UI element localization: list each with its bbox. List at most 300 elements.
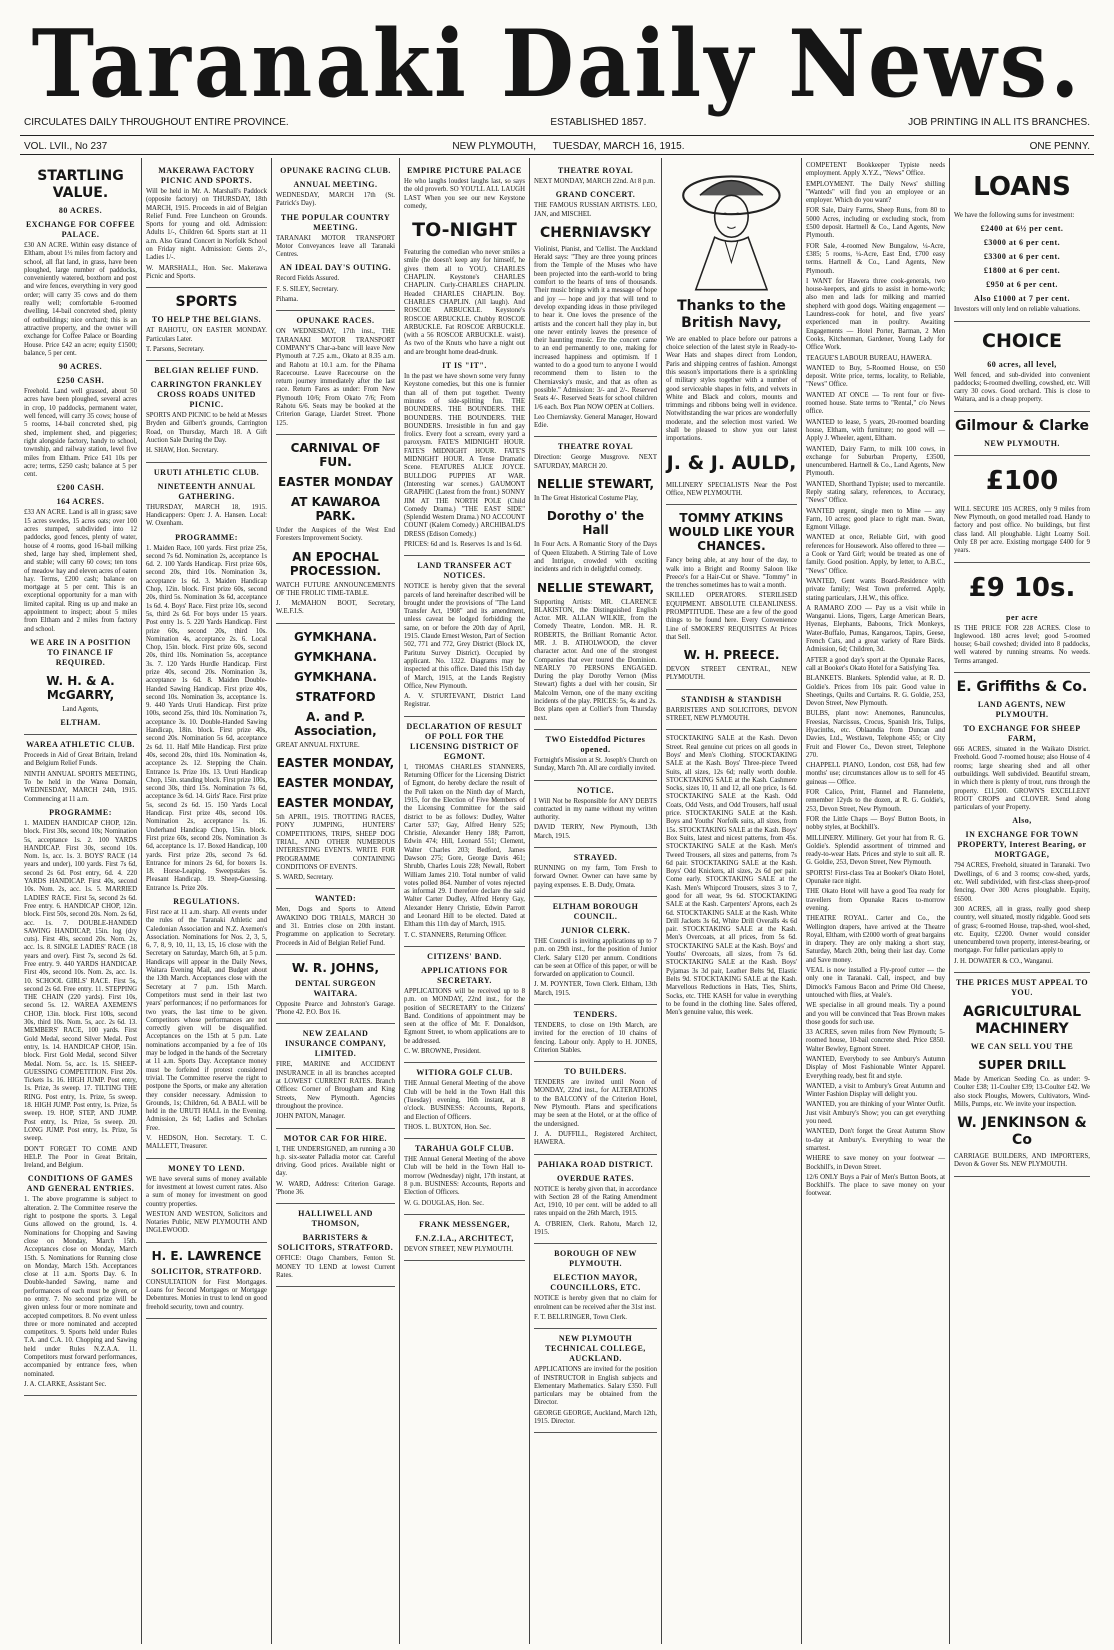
ad-text: STOCKTAKING SALE at the Kash. Devon Street. Real genuine cut prices on all goods in Boys' and Men's Clothing. STOCKTAKING SALE at the Kash. Boys' Three-piece Tweed Suits, all sizes, 12s 6d; really worth double. STOCKTAKING SALE at the Kash. Cashmere Socks, sizes 10, 11 and 12, all one price, 1s 6d. STOCKTAKING SALE at the Kash. Odd Coats, Odd Vests, and Odd Trousers, half usual price. STOCKTAKING SALE at the Kash. Boys and Youths' Norfolk suits, all sizes, from 15s. STOCKTAKING SALE at the Kash. Boys' Box Suits, latest and nicest patterns, from 45s. STOCKTAKING SALE at the Kash. Men's Tweed Trousers, all sizes and patterns, from 7s 6d pair. STOCKTAKING SALE at the Kash. Boys' Odd Knickers, all sizes, 2s 6d per pair. Come early. STOCKTAKING SALE at the Kash. Men's Whipcord Trousers, sizes 3 to 7, good for all wear, 9s 6d. STOCKTAKING SALE at the Kash. Carpenters' Aprons, each 2s 6d. STOCKTAKING SALE at the Kash. White Drill Jackets 3s 6d, White Drill Overalls 4s 6d pair. STOCKTAKING SALE at the Kash. Men's Overcoats, at all prices, from 5s 6d. STOCKTAKING SALE at the Kash. Boys' and Youths' Overcoats, all sizes, from 7s 6d. STOCKTAKING SALE at the Kash. Boys' Pyjamas 3s 3d pair, Leather Belts 9d, Elastic Belts 9d. STOCKTAKING SALE at the Kash. Marvellous Reductions in Hats, Ties, Shirts, Socks, etc. THE KASH for value in everything to be found in the clothing line. Sales offered, Men's genuine value, this week.	[666, 735, 797, 1017]
ad-text: 1. Maiden Race, 100 yards. First prize 25s, second 7s 6d. Nomination 2s, acceptance 1s 6d. 2. 100 Yards Handicap. First prize 60s, second 20s, third 10s. Nomination 3s, acceptance 1s 6d. 3. Maiden Handicap Chop, 12in. block. First prize 60s, second 20s, third 5s. Nomination 3s 6d, acceptance 1s 6d. 4. Boys' Race. First prize 10s, second 5s, third 2s 6d. For boys under 15 years. Post entry 1s. 5. 220 Yards Handicap. First prize 60s, second 20s, third 10s. Nomination 4s, acceptance 2s. 6. Local Chop, 15in. block. First prize 60s, second 20s, third 10s. Nomination 5s, acceptance 3s. 7. 120 Yards Hurdle Handicap. First prize 40s, second 20s. Nomination 3s, acceptance 1s 6d. 8. Maiden Double-Handed Sawing Handicap. First prize 40s, second 10s. Nomination 3s, acceptance 1s. 9. 440 Yards Uruti Handicap. First prize 100s, second 25s, third 10s. Nomination 7s, acceptance 3s. 10. Double-Handed Sawing Handicap, 18in. block. First prize 40s, second 20s. Nomination 5s 6d, acceptance 2s 6d. 11. Half Mile Handicap. First prize 40s, second 20s, third 10s. Nomination 4s, acceptance 2s. 12. Stepping the Chain. Entrance 1s. Prize 10s. 13. Uruti Handicap Chop, 15in. standing block. First prize 100s, second 30s, third 15s. Nomination 7s 6d, acceptance 3s 6d. 14. Girls' Race. First prize 5s, second 2s 6d. 15. 150 Yards Local Handicap. First prize 40s, second 10s. Nomination 2s, acceptance 1s. 16. Underhand Handicap Chop, 15in. block. First prize 60s, second 20s. Nomination 3s 6d, acceptance 1s. 17. Boxed Handicap, 100 yards. First prize 20s, second 7s 6d. Entrance for minors 2s 6d, for boxers 1s. 18. Horse-Leaping. Sweepstakes 5s. Pleasant Handicap. 19. Sheep-Guessing. Entrance 1s. Prize 20s.	[146, 544, 267, 892]
ad-carnival-of-fun	[276, 441, 395, 624]
ad-strayed	[534, 853, 657, 897]
masthead-subline	[24, 117, 1090, 133]
ad-frank-messenger	[404, 1220, 525, 1261]
ad-heading: PAHIAKA ROAD DISTRICT.	[537, 1159, 654, 1169]
ad-text: Will be held in Mr. A. Marshall's Paddock (opposite factory) on THURSDAY, 18th MARCH, 1915. Proceeds in aid of Belgian Relief Fund. Free Luncheon on Grounds. Sports for young and old. Admission: Adults 1/-, Children 6d. Sports start at 11 a.m. Also Grand Concert in Norfolk School on Friday night. Admission: Gents 2/-, Ladies 1/-.	[146, 188, 267, 262]
ad-heading: AGRICULTURAL MACHINERY	[962, 1003, 1081, 1037]
ad-text: In the past we have shown some very funny Keystone comedies, but this one is funnier than all of them put together. Twenty minutes of side-splitting fun. THE BOUNDERS. THE BOUNDERS. THE BOUNDERS. THE BOUNDERS. THE BOUNDERS. Irresistible in fun and gay frolics. Every foot a scream, every yard a paroxysm. FATE'S MIDNIGHT HOUR. FATE'S MIDNIGHT HOUR. FATE'S MIDNIGHT HOUR. A Tense Dramatic Scene. FEATURES ALICE JOYCE. BULLDOG PUPPIES AT WAR. (Interesting war scenes.) GAUMONT GRAPHIC (Latest from the front.) SONNY JIM AT THE NORTH POLE (Child Comedy Drama.) "THE EAST SIDE" (Splendid Western Drama.) NO ACCOUNT COUNT (Kalem Comedy.) ARCHIBALD'S DRESS (Edison Comedy.)	[404, 373, 525, 538]
ad-heading: MOTOR CAR FOR HIRE.	[283, 1133, 388, 1143]
ad-lawrence-solicitor	[146, 1249, 267, 1319]
ad-eisteddfod	[534, 735, 657, 781]
ad-signature: A. V. STURTEVANT, District Land Registrar.	[404, 693, 525, 709]
ad-subheading: PROGRAMME:	[49, 807, 112, 817]
classified-ad: WANTED, a visit to Ambury's Great Autumn and Winter Fashion Display will delight you.	[806, 1082, 945, 1099]
ad-heading: EASTER MONDAY	[278, 474, 393, 489]
ad-heading: AT KAWAROA PARK.	[290, 494, 381, 523]
ad-text: NOTICE is hereby given that the several parcels of land hereinafter described will be brought under the provisions of "The Land Transfer Act, 1908" and its amendment, unless caveat be lodged forbidding the same, on or before the 20th day of April, 1915. Claude Ernest Weston, Part of Section 502, 771 and 772, Grey District (Block IX, Paritutu Survey District). Occupied by applicant. No. 1322. Diagrams may be inspected at this office. Dated this 15th day of March, 1915, at the Lands Registry Office, New Plymouth.	[404, 583, 525, 690]
ad-heading: TENDERS.	[573, 1010, 618, 1019]
ad-subheading: DENTAL SURGEON WAITARA.	[295, 978, 376, 998]
ad-nz-insurance	[276, 1029, 395, 1128]
column-3	[272, 158, 400, 1644]
ad-subheading: CARRINGTON FRANKLEY CROSS ROADS UNITED PICNIC.	[150, 380, 263, 410]
ad-text: WE have several sums of money available for investment at lowest current rates. Also a sum of money for investment on good country properties.	[146, 1175, 267, 1208]
ad-text: Made by American Seeding Co. as under: 9-Coulter £38; 11-Coulter £39; 13-Coulter £42. We also stock Ploughs, Mowers, Cultivators, Wind-Mills, Pumps, etc. We invite your inspection.	[954, 1075, 1090, 1108]
ad-heading: NELLIE STEWART,	[536, 580, 655, 595]
ad-heading: W. H. PREECE.	[683, 648, 780, 663]
ad-text: DON'T FORGET TO COME AND HELP. The Poor in Great Britain, Ireland, and Belgium.	[24, 1145, 137, 1170]
ad-money-to-lend	[146, 1164, 267, 1243]
ad-text: THURSDAY, MARCH 18, 1915. Handicappers: Open: J. A. Hansen. Local: W. Oxenham.	[146, 503, 267, 528]
ad-text: Proceeds in Aid of Great Britain, Ireland and Belgium Relief Funds.	[24, 752, 137, 768]
classified-ad: VEAL is now installed a Fly-proof cutter — the only one in Taranaki. Call, inspect, and buy Dimock's Famous Bacon and Prime Old Cheese, untouched with flies, at Veale's.	[806, 967, 945, 999]
columns	[20, 158, 1094, 1644]
ad-heading: E. Griffiths & Co.	[956, 679, 1088, 696]
ad-pahiaka-rates	[534, 1160, 657, 1245]
ad-signature: H. SHAW, Hon. Secretary.	[146, 447, 219, 455]
ad-subheading: SOLICITOR, STRATFORD.	[151, 1266, 262, 1276]
ad-empire-picture-palace	[404, 166, 525, 556]
ad-signature: J. A. CLARKE, Assistant Sec.	[24, 1380, 107, 1388]
ad-text: THE Council is inviting applications up to 7 p.m. on 29th inst., for the position of Junior Clerk. Salary £120 per annum. Conditions can be seen at Office of this paper, or will be forwarded on application to Council.	[534, 937, 657, 979]
ad-signature: J. M. POYNTER, Town Clerk. Eltham, 13th March, 1915.	[534, 981, 657, 997]
ad-text: MILLINERY SPECIALISTS Near the Post Office, NEW PLYMOUTH.	[666, 481, 797, 497]
ad-heading: SPORTS	[175, 294, 238, 311]
ad-land-transfer	[404, 561, 525, 716]
ad-heading: WANTED:	[314, 894, 357, 904]
ad-heading: J. & J. AULD,	[666, 451, 797, 474]
classified-ad: COMPETENT Bookkeeper Typiste needs employment. Apply X.Y.Z., "News" Office.	[806, 162, 945, 178]
classified-ad: FOR Sale, 4-roomed New Bungalow, ¼-Acre, £385; 5 rooms, ¼-Acre, East End, £700 easy terms. Hartnell & Co., Land Agents, New Plymouth.	[806, 242, 945, 275]
ad-signature: T. Parsons, Secretary.	[146, 345, 205, 353]
ad-auld-millinery	[666, 166, 797, 505]
classified-ad: FOR Calico, Print, Flannel and Flannelette, remember 12yds to the dozen, at R. G. Goldie's, 253, Devon Street, New Plymouth.	[806, 789, 945, 813]
ad-text: We are enabled to place before our patrons a choice selection of the latest style in Ready-to-Wear Hats and shapes direct from London, Paris and shipping centres of fashion. Amongst this season's importations there is a sprinkling of military styles together with a number of good serviceable shapes in felts, and velvets in White and Black and colors, mounts and trimmings and ribbons being well in evidence. Notwithstanding the war prices are wonderfully moderate, and the selection most varied. We shall be pleased to show you our latest importations.	[666, 335, 797, 443]
ad-citizens-band	[404, 952, 525, 1063]
ad-subheading: ELECTION MAYOR, COUNCILLORS, ETC.	[550, 1273, 641, 1293]
ad-signature: W. WARD, Address: Criterion Garage. 'Phone 36.	[276, 1180, 395, 1197]
ad-kash-stocktaking	[666, 735, 797, 1017]
ad-text: PRICES: 6d and 1s. Reserves 1s and 1s 6d.	[404, 540, 522, 548]
ad-text: 300 ACRES, all in grass, really good sheep country, well situated, mostly ridgable. Good sets of grass; 6-roomed House, trap-shed, wool-shed, etc. Equity, £2200. Owner would consider unencumbered town property, interest-bearing, or mortgage. For fuller particulars apply to	[954, 905, 1090, 955]
ad-signature: J. A. DUFFILL, Registered Architect, HAWERA.	[534, 1130, 657, 1147]
ad-text: £33 AN ACRE. Land is all in grass; save 15 acres swedes, 15 acres oats; over 100 acres stumped, subdivided into 12 paddocks, good fences, plenty of water, house of 4 rooms, good 16-bail milking shed, large hay shed, implement shed, and stable; will carry 60 cows; ten tons of meadow hay and eleven acres of oaten hay. Terms, £200 cash; balance on mortgage at 5 per cent. This is an exceptional opportunity for a man with limited capital. Ring us up and make an appointment to inspect; about 5 miles from Eltham and 2 miles from factory and school.	[24, 509, 137, 633]
ad-text: 666 ACRES, situated in the Waikato District. Freehold. Good 7-roomed house; also House of 4 rooms; large shearing shed and all other outbuildings. Well subdivided. Beautiful stream, in which there is plenty of trout, runs through the property. £11,500. GROWN'S EXCELLENT ROOT CROPS and CLOVER. Send along particulars of your Property.	[954, 746, 1090, 812]
ad-startling-value	[24, 168, 137, 735]
classified-ad: 33 ACRES, seven miles from New Plymouth; 5-roomed house, 10-bail concrete shed. Price £850. Walter Bewley, Egmont Street.	[806, 1029, 945, 1053]
ad-subheading: GRAND CONCERT.	[555, 190, 636, 200]
ad-signature: W. G. DOUGLAS, Hon. Sec.	[404, 1199, 484, 1207]
ad-text: Fortnight's Mission at St. Joseph's Church on Sunday, March 7th. All are cordially invited.	[534, 756, 657, 773]
ad-heading: Thanks to the British Navy,	[677, 297, 786, 331]
classified-ad: I WANT for Hawera three cook-generals, two house-keepers, and girls to assist in home-work; also men and lads for milking and married shepherd with good dogs. Waiting engagement — Laundress-cook for hotel, and five years' experienced man in poultry. Awaiting Engagements — Hotel Porter, Barman, 2 Men Cooks, Kitchenman, Gardener, Young Lady for Office Work.	[806, 277, 945, 352]
ad-heading: THEATRE ROYAL	[557, 442, 634, 452]
loan-line: £3300 at 6 per cent.	[983, 252, 1061, 262]
ad-heading: £100	[985, 465, 1059, 496]
ad-technical-college	[534, 1334, 657, 1433]
ad-theatre-royal-play	[534, 442, 657, 730]
ad-text: We have the following sums for investment:	[954, 212, 1075, 219]
ad-signature: Leo Cherniavsky. General Manager, Howard Edie.	[534, 413, 657, 430]
ad-subheading: EXCHANGE FOR COFFEE PALACE.	[25, 220, 136, 239]
ad-heading: NELLIE STEWART,	[536, 477, 655, 492]
ad-text: TENDERS are invited until Noon of MONDAY, 22nd inst., for ALTERATIONS to the BALCONY of the Criterion Hotel, New Plymouth. Plans and specifications may be seen at the Hotel, or at the office of the undersigned.	[534, 1079, 657, 1128]
ad-text: Under the Auspices of the West End Foresters Improvement Society.	[276, 526, 395, 543]
classified-ad: MILLINERY. Millinery. Get your hat from R. G. Goldie's. Splendid assortment of trimmed and ready-to-wear Hats. Prices and style to suit all. R. G. Goldie, 253, Devon Street, New Plymouth.	[806, 834, 945, 867]
ad-tarahua-golf	[404, 1144, 525, 1215]
ad-gilmour-clarke	[954, 418, 1090, 456]
ad-declaration-of-poll	[404, 722, 525, 947]
ad-subheading: IN EXCHANGE FOR TOWN PROPERTY, Interest Bearing, or MORTGAGE,	[957, 830, 1087, 860]
ad-text: SPORTS AND PICNIC to be held at Messrs Bryden and Gilbert's grounds, Carrington Road, on Thursday, March 18. A Gift Auction Sale During the Day.	[146, 412, 267, 445]
ad-text: APPLICATIONS are invited for the position of INSTRUCTOR in English subjects and Elementary Mathematics. Salary £350. Full particulars may be obtained from the Director.	[534, 1366, 657, 1407]
column-5	[530, 158, 662, 1644]
ad-borough-election	[534, 1249, 657, 1329]
classified-ad: WANTED, Shorthand Typiste; used to mercantile. Reply stating salary, references, to Accuracy, "News" Office.	[806, 480, 945, 505]
ad-warea-athletic	[24, 740, 137, 1396]
ad-text: In Four Acts. A Romantic Story of the Days of Queen Elizabeth. A Stirring Tale of Love and Intrigue, crowded with exciting incidents and rich in delightful comedy.	[534, 541, 657, 574]
ad-stratford-gymkhana	[276, 630, 395, 890]
classified-ad: BULBS, plant now: Anemones, Ranunculus, Freesias, Narcissus, Crocus, Spanish Iris, Tulips, Hyacinths, etc. Oblaandia from Duncan and Davies, Ltd., Westlawn, Telephone 455; or City Fruit and Flower Co., Devon street, Telephone 270.	[806, 710, 945, 759]
ad-text: WILL SECURE 105 ACRES, only 9 miles from New Plymouth, on good metalled road. Handy to factory and post office. No buildings, but first class land. All ploughable. Light Loamy Soil. Only £8 per acre. Existing mortgage £400 for 9 years.	[954, 505, 1090, 555]
ad-subheading: per acre	[1006, 612, 1038, 622]
ad-preece-saloon	[666, 511, 797, 690]
loan-line: Also £1000 at 7 per cent.	[974, 294, 1070, 304]
classified-ad: 12/6 ONLY Buys a Pair of Men's Button Boots, at Bockhill's. The place to save money on your footwear.	[806, 1173, 945, 1198]
ad-text: NOTICE is hereby given that, in accordance with Section 28 of the Rating Amendment Act, 1910, 10 per cent. will be added to all rates unpaid on the 26th March, 1915.	[534, 1185, 657, 1218]
price: ONE PENNY.	[1029, 141, 1090, 152]
rule-top	[20, 135, 1094, 136]
ad-subheading: REGULATIONS.	[173, 897, 240, 906]
ad-heading: CARNIVAL OF FUN.	[290, 440, 381, 469]
ad-signature: J. H. DOWATER & CO., Wanganui.	[954, 957, 1054, 965]
ad-opunake-racing	[276, 166, 395, 311]
ad-heading: OPUNAKE RACES.	[296, 316, 375, 326]
ad-text: Fancy being able, at any hour of the day, to walk into a Bright and Roomy Saloon like Preece's for a Hair-Cut or Shave. "Tommy" in the trenches sometimes has to wait a month.	[666, 557, 797, 590]
classified-ad: WANTED, you are thinking of your Winter Outfit. Just visit Ambury's Show; you can get everything you need.	[806, 1101, 945, 1126]
ad-text: OFFICE: Otago Chambers, Fenton St. MONEY TO LEND at lowest Current Rates.	[276, 1255, 395, 1279]
classified-ad: AFTER a good day's sport at the Opunake Races, call at Booker's Okato Hotel for a Satisfying Tea.	[806, 656, 945, 672]
ad-subheading: THE POPULAR COUNTRY MEETING.	[280, 212, 391, 232]
ad-subheading: 60 acres, all level,	[987, 359, 1057, 369]
ad-text: DEVON STREET, NEW PLYMOUTH.	[404, 1245, 514, 1253]
ad-heading: W. JENKINSON & Co	[957, 1115, 1087, 1149]
classified-ad: CHAPPELL PIANO, London, cost £68, had few months' use; circumstances allow us to sell for 45 guineas — Office.	[806, 762, 945, 786]
ad-text: TENDERS, to close on 19th March, are invited for the erection of 10 chains of fencing. Labour only. Apply to H. JONES, Criterion Stables.	[534, 1022, 657, 1054]
classified-ad: A RAMARO ZOO — Pay us a visit while in Wanganui. Lions, Tigers, Large American Bears, Hyenas, Elephants, Baboons, Trick Monkeys, Water-Buffalo, Pumas, Kangaroos, Tapirs, Geese, French Cats, and a great variety of Rare Birds. Admission, 6d; Children, 3d.	[806, 604, 945, 654]
classified-ad: SPORTS! First-class Tea at Booker's Okato Hotel, Opunake race night.	[806, 869, 945, 886]
ad-to-builders	[534, 1067, 657, 1154]
agent-name: W. H. & A. McGARRY,	[46, 673, 115, 702]
ad-heading: CHOICE	[982, 329, 1062, 352]
ad-uruti-athletic	[146, 468, 267, 1159]
ad-text: Violinist, Pianist, and 'Cellist. The Auckland Herald says: "They are three young princes from the Temple of the Muses who have been projected into the earth-world to bring comfort to the hearts of tens of thousands. Their music brings with it a message of hope and joy — hope and joy that will tend to develop expanding ideas in those privileged to hear it. One loves the presence of the artists and the concert hall they play in, but one never entirely leaves the presence of their haunting music. Ere the concert came to an end permanently to one, making for increased happiness and optimism. If I wanted to do a good turn to anyone I would recommend them to listen to the Cherniavsky's music, and that as often as possible." Admission: 3/- and 2/-. Reserved Seats 4/-. Reserved Seats for school children 1/6 each. Box Plan NOW OPEN at Colliers.	[534, 245, 657, 411]
ad-subheading: PROGRAMME:	[175, 532, 238, 542]
ad-text: CONSULTATION for First Mortgages. Loans for Second Mortgages or Mortgage Debentures. Monies in trust to lend on good freehold security, town and country.	[146, 1278, 267, 1311]
ad-subheading: LAND AGENTS, NEW PLYMOUTH.	[977, 700, 1067, 720]
ad-text: AT RAHOTU, ON EASTER MONDAY. Particulars Later.	[146, 327, 267, 343]
ad-subheading: Also,	[1012, 816, 1032, 826]
column-1	[20, 158, 142, 1644]
ad-text: NOTICE is hereby given that no claim for enrolment can be received after the 31st inst.	[534, 1295, 657, 1311]
ad-subheading: THE PRICES MUST APPEAL TO YOU.	[955, 977, 1089, 997]
issue-date-group	[452, 141, 684, 152]
ad-signature: T. C. STANNERS, Returning Officer.	[404, 931, 507, 939]
ad-text: 794 ACRES, Freehold, situated in Taranaki. Two Dwellings, of 6 and 3 rooms; cow-shed, yards, etc. Well subdivided, with first-class sheep-proof fencing. Over 300 Acres ploughable. Equity, £6500.	[954, 862, 1090, 903]
ad-heading: Dorothy o' the Hall	[546, 509, 645, 538]
ad-heading: H. E. LAWRENCE	[151, 1248, 262, 1263]
ad-halliwell-thomson	[276, 1209, 395, 1287]
ad-signature: F. S. SILEY, Secretary.	[276, 285, 339, 293]
ad-text: IS THE PRICE FOR 228 ACRES. Close to Inglewood. 180 acres level; good 5-roomed house; 6-bail cowshed; divided into 8 paddocks, well watered by running streams. No weeds. Terms arranged.	[954, 624, 1090, 665]
classified-ad: WANTED, Don't forget the Great Autumn Show to-day at Ambury's. Everything to wear the smartest.	[806, 1128, 945, 1152]
dateline	[24, 141, 1090, 152]
classified-ad: THEATRE ROYAL. Carter and Co., the Wellington drapers, have arrived at the Theatre Royal, Eltham, with £2000 worth of great bargains in drapery. They are only making a short stay, Saturday, March 20th, being their last day. Come and Save money.	[806, 915, 945, 964]
ad-heading: NOTICE.	[576, 785, 615, 795]
ad-text: I Will Not be Responsible for ANY DEBTS contracted in my name without my written authority.	[534, 797, 657, 822]
ad-heading: EASTER MONDAY,	[276, 756, 395, 771]
classified-ad: BLANKETS. Blankets. Splendid value, at R. D. Goldie's. Prices from 10s pair. Good value in Sheetings, Quilts and Curtains. R. G. Goldie, 253, Devon Street, New Plymouth.	[806, 675, 945, 708]
ad-text: 5th APRIL, 1915. TROTTING RACES, PONY JUMPING, HUNTERS' COMPETITIONS, TRIPS, SHEEP DOG TRIAL, AND OTHER NUMEROUS INTERESTING EVENTS. WRITE FOR PROGRAMME CONTAINING CONDITIONS OF EVENTS.	[276, 814, 395, 871]
volume-number: VOL. LVII., No 237	[24, 141, 108, 152]
ad-motor-car-hire	[276, 1134, 395, 1205]
circulation-note: CIRCULATES DAILY THROUGHOUT ENTIRE PROVINCE.	[24, 117, 289, 128]
ad-jenkinson	[954, 978, 1090, 1177]
ad-heading: CHERNIAVSKY	[539, 224, 652, 241]
ad-subheading: TO HELP THE BELGIANS.	[151, 315, 262, 325]
ad-subheading: IT IS "IT".	[442, 361, 487, 371]
ad-heading: DECLARATION OF RESULT OF POLL FOR THE LICENSING DISTRICT OF EGMONT.	[406, 721, 523, 761]
ad-text: WATCH FUTURE ANNOUNCEMENTS OF THE FROLIC TIME-TABLE.	[276, 581, 395, 597]
ad-text: First race at 11 a.m. sharp. All events under the rules of the Taranaki Athletic and Caledonian Association and N.Z. Axemen's Association. Nominations for Nos. 2, 3, 5, 6, 7, 8, 9, 10, 11, 13, 15, 16 close with the Secretary on Saturday, March 6th, at 5 p.m. Handicaps will appear in the Daily News, Waitara Evening Mail, and Budget about the 13th March. Acceptances close with the Secretary at 7 p.m. 15th March. Competitors must send in their last two years' performances; if no performances for two years, the last time to be given. Competitors whose performances are not correctly given will be disqualified. Acceptances on the 15th at 5 p.m. Late nominations accompanied by a fee of 10s may be lodged in the hands of the Secretary at 11 a.m. Sports Day. Acceptance money must be forfeited if protest considered trivial. The Committee reserve the right to postpone the Sports, or make any alteration they consider necessary. Admission to Grounds, 1s; Children, 6d. A BALL will be held in the URUTI HALL in the Evening. Admission, 2s 6d; Ladies and Scholars Free.	[146, 909, 267, 1132]
ad-subheading: TO EXCHANGE FOR SHEEP FARM,	[963, 724, 1081, 744]
job-printing-note: JOB PRINTING IN ALL ITS BRANCHES.	[908, 117, 1090, 128]
ad-text: DEVON STREET CENTRAL, NEW PLYMOUTH.	[666, 666, 797, 682]
ad-text: THE Annual General Meeting of the above Club will be held in the Town Hall to-morrow (Wednesday) night, 17th instant, at 8 p.m. BUSINESS: Accounts, Reports and Election of Officers.	[404, 1156, 525, 1197]
ad-nine-ten	[954, 573, 1090, 673]
ad-loans	[954, 172, 1090, 322]
ad-choice	[954, 330, 1090, 412]
classified-ad: WANTED to Buy, 5-Roomed House, on £50 deposit. Write price, terms, locality, to Reliable, "News" Office.	[806, 364, 945, 389]
ad-text: 1. MAIDEN HANDICAP CHOP, 12in. block. First 30s, second 10s; Nomination 5s, acceptance 1s. 2. 100 YARDS HANDICAP. First 30s, second 10s. Nom. 1s, acc. 1s. 3. BOYS' RACE (14 years and under), 100 yards. First 7s 6d, second 2s 6d. Post entry, 6d. 4. 220 YARDS HANDICAP. First 40s, second 10s. Nom. 2s, acc. 1s. 5. MARRIED LADIES' RACE. First 5s, second 2s 6d. Free entry. 6. HANDICAP CHOP, 12in. block. First 50s, second 20s. Nom. 2s 6d, acc. 1s. 7. DOUBLE-HANDED SAWING HANDICAP, 15in. log (dry cuts). First 40s, second 20s. Nom. 2s, acc. 1s. 8. SINGLE LADIES' RACE (18 years and over). First 7s, second 2s 6d. Free entry. 9. 440 YARDS HANDICAP. First 40s, second 10s. Nom. 2s, acc. 1s. 10. SCHOOL GIRLS' RACE. First 5s, second 2s 6d. Free entry. 11. STEPPING THE CHAIN (220 yards). First 10s, second 5s. 12. WAREA AXEMEN'S CHOP, 13in. block. First 100s, second 30s, third 10s. Nom. 5s, acc. 2s 6d. 13. MEMBERS' RACE, 100 yards. First Gold Medal, second Silver Medal. Post entry, 1s. 14. HANDICAP CHOP, 15in. block. First Gold Medal, second Silver Medal. Nom. 5s, acc. 1s. 15. SHEEP-GUESSING COMPETITION. First 20s. Tickets 1s. 16. HIGH JUMP. Post entry, 1s. Prize, 3s sweep. 17. TILTING THE RING. Post entry, 1s. Prize, 5s sweep. 18. HIGH JUMP. Post entry, 1s. Prize, 5s sweep. 19. HOP, STEP, AND JUMP. Post entry, 1s. Prize, 5s sweep. 20. LONG JUMP. Post entry, 1s. Prize, 5s sweep.	[24, 819, 137, 1143]
ad-heading: EASTER MONDAY,	[276, 776, 395, 791]
ad-subheading: BARRISTERS & SOLICITORS, STRATFORD.	[277, 1233, 394, 1253]
classified-ad: WANTED at once, Reliable Girl, with good references for Housework. Also offered to three — a Cook or Yard Girl; would be treated as one of family. Good position. Apply, by letter, to A.B.C., "News" Office.	[806, 534, 945, 575]
ad-text: Opposite Pearce and Johnston's Garage. 'Phone 42. P.O. Box 16.	[276, 1000, 395, 1017]
ad-text: In The Great Historical Costume Play,	[534, 495, 639, 503]
ad-signature: WESTON AND WESTON, Solicitors and Notaries Public, NEW PLYMOUTH AND INGLEWOOD.	[146, 1210, 267, 1235]
ad-heading: FRANK MESSENGER,	[419, 1219, 510, 1229]
ad-text: Direction: George Musgrove. NEXT SATURDAY, MARCH 20.	[534, 454, 657, 470]
ad-text: He who laughs loudest laughs last, so says the old proverb. SO YOU'LL ALL LAUGH LAST When you see our new Keystone comedy,	[404, 178, 525, 210]
ad-subheading: ANNUAL MEETING.	[293, 180, 378, 189]
ad-makerawa-picnic	[146, 166, 267, 288]
classified-ad: WANTED to lease, 5 years, 20-roomed boarding house, Eltham, with furniture; no good will — Apply J. Wheeler, agent, Eltham.	[806, 418, 945, 443]
column-7	[802, 158, 950, 1644]
ad-heading: BOROUGH OF NEW PLYMOUTH.	[554, 1249, 637, 1269]
loan-line: £3000 at 6 per cent.	[983, 238, 1061, 248]
ad-heading: STANDISH & STANDISH	[681, 694, 782, 704]
ad-heading: TO-NIGHT	[412, 219, 517, 242]
ad-text: GREAT ANNUAL FIXTURE.	[276, 741, 360, 749]
ad-heading: CITIZENS' BAND.	[427, 951, 502, 961]
ad-heading: NEW ZEALAND INSURANCE COMPANY, LIMITED.	[284, 1029, 386, 1059]
ad-text: Pihama.	[276, 296, 299, 304]
ad-signature: C. W. BROWNE, President.	[404, 1048, 481, 1056]
ad-signature: W. MARSHALL, Hon. Sec. Makerawa Picnic and Sports.	[146, 264, 267, 280]
ad-heading: TO BUILDERS.	[564, 1067, 627, 1077]
ad-signature: DAVID TERRY, New Plymouth, 13th March, 1915.	[534, 824, 657, 840]
column-2	[142, 158, 272, 1644]
lady-in-hat-illustration	[679, 166, 784, 292]
ad-heading: Gilmour & Clarke	[955, 417, 1089, 434]
ad-text: TARANAKI MOTOR TRANSPORT Motor Conveyances leave all Taranaki Centres.	[276, 234, 395, 259]
established-note: ESTABLISHED 1857.	[550, 117, 647, 128]
ad-subheading: NINETEENTH ANNUAL GATHERING.	[157, 481, 256, 501]
ad-text: Freehold. Land well grassed, about 50 acres have been ploughed, several acres in crop, 10 paddocks, permanent water, well fenced, will carry 35 cows; house of 5 rooms, 14-bail concreted shed, pig shed, implement shed, and piggeries; right alongside factory, handy to school, township, and railway station, level five miles from Eltham. Price £41 10s per acre; terms, £250 cash; balance at 5 per cent.	[24, 388, 137, 479]
column-6	[662, 158, 802, 1644]
ad-awakino-dog-trials	[276, 894, 395, 954]
ad-text: NEXT MONDAY, MARCH 22nd. At 8 p.m.	[534, 178, 656, 185]
ad-subheading: JUNIOR CLERK.	[560, 925, 631, 935]
ad-text: SKILLED OPERATORS. STERILISED EQUIPMENT. ABSOLUTE CLEANLINESS. PROMPTITUDE. These are a few of the good things to be found here. Every Convenience Line of SMOKERS' REQUISITES At Prices that Sell.	[666, 592, 797, 641]
ad-text: BARRISTERS AND SOLICITORS, DEVON STREET, NEW PLYMOUTH.	[666, 706, 797, 723]
ad-text: APPLICATIONS will be received up to 8 p.m. on MONDAY, 22nd inst., for the position of SECRETARY to the Citizens' Band. Conditions of appointment may be seen at the office of Mr. F. Donaldson, Egmont Street, to whom applications are to be addressed.	[404, 987, 525, 1045]
column-4	[400, 158, 530, 1644]
classified-ad: FOR Sale, Dairy Farms, Sheep Runs, from 80 to 5000 Acres, including or excluding stock, from £500 deposit. Hartnell & Co., Land Agents, New Plymouth.	[806, 207, 945, 240]
masthead-title: Taranaki Daily News.	[31, 9, 1083, 118]
ad-heading: TWO Eisteddfod Pictures opened.	[545, 734, 646, 754]
ad-subheading: CONDITIONS OF GAMES AND GENERAL ENTRIES.	[26, 1174, 135, 1194]
ad-heading: WAREA ATHLETIC CLUB.	[26, 740, 135, 750]
ad-text: THE Annual General Meeting of the above Club will be held in the Town Hall this (Tuesday) evening, 16th instant, at 8 o'clock. BUSINESS: Accounts, Reports, and Election of Officers.	[404, 1080, 525, 1121]
ad-text: Record Fields Assured.	[276, 275, 340, 283]
ad-text: WEDNESDAY, MARCH 17th (St. Patrick's Day).	[276, 192, 395, 208]
ad-text: Investors will only lend on reliable valuations.	[954, 306, 1081, 314]
ad-heading: STRAYED.	[573, 853, 618, 863]
ad-text: I, THE UNDERSIGNED, am running a 30 h.p. six-seater Palladia motor car. Careful driving. Good prices. Available night or day.	[276, 1145, 395, 1178]
ad-text: £30 AN ACRE. Within easy distance of Eltham, about 1½ miles from factory and school, all flat land, in grass, have been ploughed, large number of paddocks, conveniently watered, boxthorn and post and wire fences, everything in very good order; will carry 35 cows and do them really well; comfortable 6-roomed dwelling, 14-bail concreted shed, plenty of outbuildings; nice orchard; this is an attractive property, and the owner will exchange for Coffee Palace or Boarding House. Price £42 an acre; equity £1500; balance, 5 per cent.	[24, 242, 137, 357]
ad-heading: EASTER MONDAY,	[276, 796, 395, 811]
ad-heading: TOMMY ATKINS WOULD LIKE YOUR CHANCES.	[668, 511, 795, 554]
ad-text: Men, Dogs and Sports to Attend AWAKINO DOG TRIALS, MARCH 30 and 31. Entries close on 20th instant. Programme on application to Secretary. Proceeds in Aid of Belgian Relief Fund.	[276, 906, 395, 947]
ad-heading: BELGIAN RELIEF FUND.	[154, 366, 259, 376]
classified-ad: WHERE to save money on your footwear — Bockhill's, in Devon Street.	[806, 1155, 945, 1171]
ad-heading: OPUNAKE RACING CLUB.	[280, 166, 391, 175]
ad-heading: LAND TRANSFER ACT NOTICES.	[417, 561, 512, 581]
loan-line: £950 at 6 per cent.	[986, 280, 1058, 290]
ad-heading: THEATRE ROYAL	[557, 166, 634, 175]
ad-theatre-royal-concert	[534, 166, 657, 437]
ad-text: CARRIAGE BUILDERS, AND IMPORTERS, Devon & Gover Sts. NEW PLYMOUTH.	[954, 1153, 1090, 1169]
classified-ad: WANTED urgent, single men to Mine — any Farm, 10 acres; good place to right man. Swan, Egmont Village.	[806, 507, 945, 532]
ad-signature: S. WARD, Secretary.	[276, 874, 334, 882]
ad-text: FIRE, MARINE and ACCIDENT INSURANCE in all its branches accepted at LOWEST CURRENT RATES. Branch Offices: Corner of Brougham and King Streets, New Plymouth. Agencies throughout the province.	[276, 1061, 395, 1110]
ad-text: I, THOMAS CHARLES STANNERS, Returning Officer for the Licensing District of Egmont, do hereby declare the result of the Poll taken on the Ninth day of March, 1915, for the Election of Five Members of the Licensing Committee for the said district to be as follows: Dudley, Walter Carter 537; Gay, Alfred Henry 525; Christie, Alexander Henry 188; Parrott, Edwin 474; Hill, Leonard 551; Clement, Walter Charles 203; Bedford, James Dawson 275; Gore, George Davis 461; Shrubb, Charles Louis 228; Newall, Robert William James 210. Total number of valid votes polled 864. Number of votes rejected as informal 29. I therefore declare the said Walter Carter Dudley, Alfred Henry Gay, Alexander Henry Christie, Edwin Parrott and Leonard Hill to be elected. Dated at Eltham this 11th day of March, 1915.	[404, 763, 525, 929]
ad-heading: £9 10s.	[968, 572, 1076, 603]
ad-signature: A. O'BRIEN, Clerk. Rahotu, March 12, 1915.	[534, 1220, 657, 1237]
ad-heading: NEW PLYMOUTH TECHNICAL COLLEGE, AUCKLAND.	[545, 1334, 646, 1364]
classified-ad: FOR the Little Chaps — Boys' Button Boots, in nobby styles, at Bockhill's.	[806, 815, 945, 832]
ad-heading: EMPIRE PICTURE PALACE	[407, 166, 522, 175]
classified-ad: WE specialise in all ground meals. Try a pound and you will be convinced that Teas Brown makes those goods for such use.	[806, 1002, 945, 1026]
ad-subheading: £200 CASH.	[56, 483, 105, 493]
classified-ad: WANTED, Dairy Farm, to milk 100 cows, in exchange for Suburban Property, £3500, unencumbered. Hartnell & Co., Land Agents, New Plymouth.	[806, 445, 945, 478]
ad-signature: JOHN PATON, Manager.	[276, 1113, 346, 1121]
ad-heading: GYMKHANA.	[294, 629, 377, 644]
ad-subheading: OVERDUE RATES.	[556, 1173, 635, 1183]
ad-text: RUNNING on my farm, Tom Fresh to forward Owner. Owner can have same by paying expenses. E. B. Dudy, Omata.	[534, 865, 657, 889]
ad-standish	[666, 695, 797, 731]
ad-text: THE FAMOUS RUSSIAN ARTISTS. LEO, JAN, and MISCHEL	[534, 202, 657, 218]
ad-subheading: APPLICATIONS FOR SECRETARY.	[421, 965, 508, 985]
ad-heading: HALLIWELL AND THOMSON,	[298, 1209, 373, 1229]
classified-ad: THE Okato Hotel will have a good Tea ready for travellers from Opunake Races to-morrow evening.	[806, 888, 945, 912]
ad-heading: GYMKHANA.	[294, 649, 377, 664]
ad-sports-belgians	[146, 294, 267, 361]
ad-heading: STRATFORD	[295, 689, 376, 704]
ad-text: NINTH ANNUAL SPORTS MEETING, To be held in the Warea Domain, WEDNESDAY, MARCH 24th, 1915. Commencing at 11 a.m.	[24, 770, 137, 803]
ad-subheading: A. and P. Association,	[294, 709, 377, 738]
ad-signature: F. T. BELLRINGER, Town Clerk.	[534, 1313, 628, 1321]
agent-title: Land Agents,	[62, 705, 99, 713]
ad-signature: THOS. L. BUXTON, Hon. Sec.	[404, 1123, 491, 1131]
classified-ad: EMPLOYMENT. The Daily News' shilling "Wanteds" will find you an employee or an employer. Which do you want?	[806, 180, 945, 205]
ad-eltham-council	[534, 902, 657, 1005]
ad-text: 1. The above programme is subject to alteration. 2. The Committee reserve the right to postpone the sports. 3. Legal Guns allowed on the ground, 1s. 4. Nominations for Chopping and Sawing close on Monday, March 15th. Acceptances close on Monday, March 15th. 5. Nominations for Running close on Monday, March 15th. Acceptances close at 11 a.m. Sports Day. 6. In Double-handed Sawing, name and performances of each must be given, or no entry. 7. No second prize will be given unless four or more nominate and accepted competitors. 8. No event unless three or more nominated and accepted competitors. 9. Sports held under Rules T.A. and C.A. 10. Chopping and Sawing held under Rules N.Z.A.A. 11. Competitors must forward performances, accompanied by entrance fees, when nominated.	[24, 1196, 137, 1378]
ad-subheading: WE ARE IN A POSITION TO FINANCE IF REQUIRED.	[30, 637, 131, 667]
ad-subheading: NEW PLYMOUTH.	[984, 438, 1060, 448]
agent-town: ELTHAM.	[60, 718, 101, 728]
ad-heading: TARAHUA GOLF CLUB.	[414, 1144, 514, 1154]
ad-subheading: WE CAN SELL YOU THE	[970, 1041, 1074, 1051]
ad-signature: J. McMAHON BOOT, Secretary, W.E.F.I.S.	[276, 600, 395, 616]
ad-carrington-picnic	[146, 366, 267, 462]
rule-bottom	[20, 154, 1094, 155]
ad-subheading: F.N.Z.I.A., ARCHITECT,	[415, 1233, 514, 1243]
ad-heading: ELTHAM BOROUGH COUNCIL.	[552, 901, 639, 921]
classified-ad: WANTED, Gent wants Board-Residence with private family; West Town preferred. Apply, stating particulars, J.H.W., this office.	[806, 577, 945, 602]
ad-heading: WITIORA GOLF CLUB.	[416, 1068, 513, 1078]
loan-line: £2400 at 6½ per cent.	[980, 224, 1064, 234]
ad-signature: GEORGE GEORGE, Auckland, March 12th, 1915. Director.	[534, 1409, 657, 1426]
ad-subheading: 90 ACRES.	[58, 362, 103, 372]
ad-tenders-fencing	[534, 1010, 657, 1062]
ad-heading: STARTLING VALUE.	[37, 168, 124, 201]
ad-witiora-golf	[404, 1068, 525, 1139]
ad-heading: URUTI ATHLETIC CLUB.	[153, 467, 260, 477]
ad-signature: V. HEDSON, Hon. Secretary. T. C. MALLETT, Treasurer.	[146, 1135, 267, 1151]
masthead	[20, 6, 1094, 118]
ad-text: Well fenced, and sub-divided into convenient paddocks; 6-roomed dwelling, cowshed, etc. Will carry 30 cows. Good orchard. This is close to Waitara, and is a cheap property.	[954, 371, 1090, 404]
issue-date: TUESDAY, MARCH 16, 1915.	[552, 141, 685, 152]
ad-griffiths	[954, 679, 1090, 973]
ad-dental-surgeon	[276, 961, 395, 1025]
ad-heading: AN EPOCHAL PROCESSION.	[289, 549, 382, 578]
loan-line: £1800 at 6 per cent.	[983, 266, 1061, 276]
classified-ad: WANTED AT ONCE — To rent four or five-roomed house. State terms to "Rental," c/o News office.	[806, 391, 945, 416]
ad-heading: GYMKHANA.	[294, 669, 377, 684]
classified-ad: WANTED, Everybody to see Ambury's Autumn Display of Most Fashionable Winter Apparel. Everything ready, best fit and style.	[806, 1055, 945, 1080]
ad-subheading: 164 ACRES.	[56, 497, 105, 507]
place-name: NEW PLYMOUTH,	[452, 141, 537, 152]
ad-text: Featuring the comedian who never smiles a smile (he doesn't keep any for himself, he gives them all to YOU). CHARLES CHAPLIN. Keystone's CHARLES CHAPLIN. Curly-CHARLES CHAPLIN. Headed CHARLES CHAPLIN. Boy. CHARLES CHAPLIN. (All laugh). And ROSCOE ARBUCKLE. Keystone's ROSCOE ARBUCKLE. Chubby ROSCOE ARBUCKLE. Fat ROSCOE ARBUCKLE. (with a 56 ROSCOE ARBUCKLE. waist). As two of the Knuts who have a night out and are brought home dead-drunk.	[404, 249, 525, 356]
ad-subheading: £250 CASH.	[56, 376, 105, 386]
ad-heading: MAKERAWA FACTORY PICNIC AND SPORTS.	[158, 166, 255, 185]
ad-heading: W. R. JOHNS,	[291, 960, 380, 975]
ad-heading: SUPER DRILL	[978, 1057, 1066, 1072]
ad-text: ON WEDNESDAY, 17th inst., THE TARANAKI MOTOR TRANSPORT COMPANY'S Char-a-banc will leave New Plymouth at 7.25 a.m., Okato at 8.35 a.m. and Rahotu at 10.1 a.m. for the Pihama Racecourse. Leave Racecourse on the return journey immediately after the last race. Return Fares as under: From New Plymouth 10/6; From Okato 7/6; From Rahotu 6/6. Seats may be booked at the Criterion Garage, Liardet Street. 'Phone 125.	[276, 328, 395, 427]
